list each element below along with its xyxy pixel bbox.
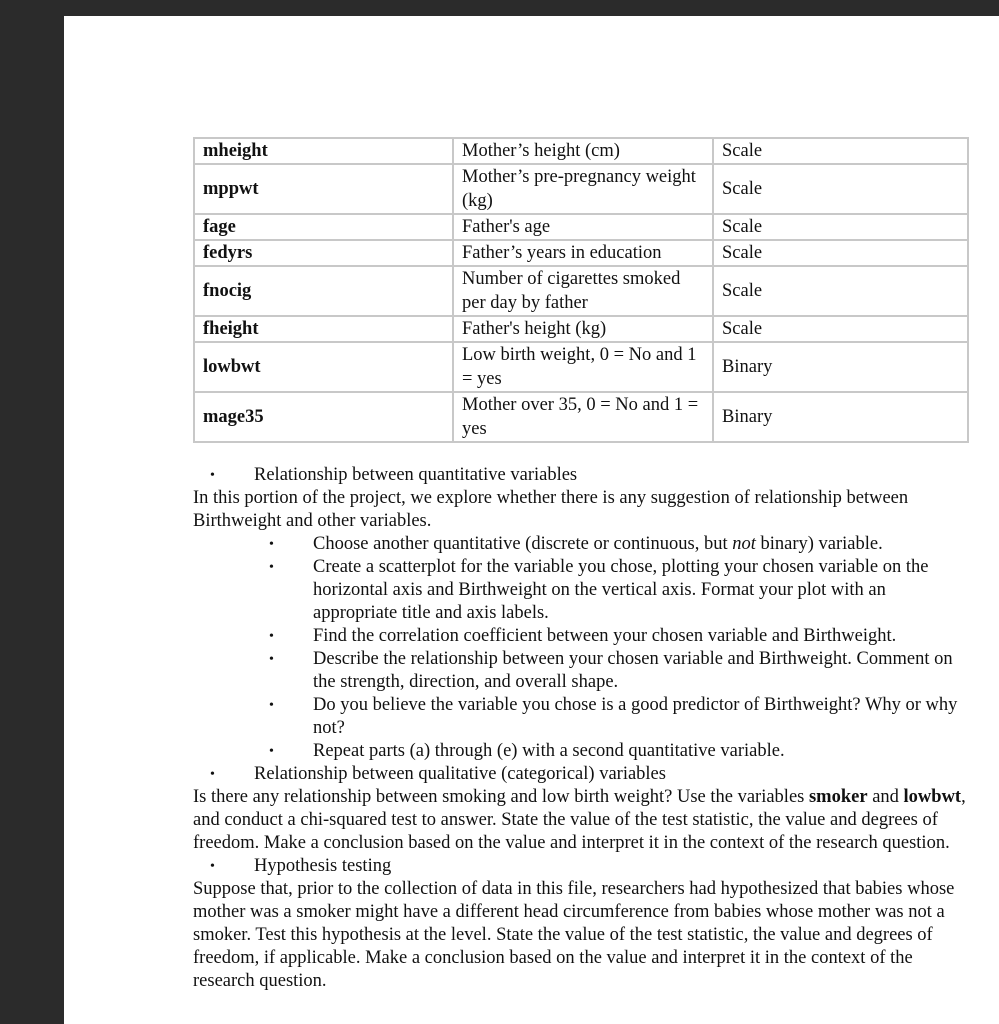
table-row	[194, 316, 968, 342]
variable-type: Binary	[713, 392, 968, 442]
variable-name: mheight	[194, 138, 453, 164]
variable-description: Mother over 35, 0 = No and 1 = yes	[453, 392, 713, 442]
paragraph: Is there any relationship between smoking and low birth weight? Use the variables smoker and lowbwt, and conduct a chi-squared test to answer. State the value of the test statistic, the value and degrees of freedom. Make a conclusion based on the value and interpret it in the context of the research question.	[193, 787, 966, 853]
variable-description: Low birth weight, 0 = No and 1 = yes	[453, 342, 713, 392]
variable-name: mppwt	[194, 164, 453, 214]
variable-description: Father’s years in education	[453, 240, 713, 266]
bullet-icon: •	[269, 629, 274, 644]
table-row	[194, 138, 968, 164]
variable-name: mage35	[194, 392, 453, 442]
bullet-icon: •	[210, 767, 215, 782]
instructions-text	[193, 464, 973, 993]
table-row	[194, 392, 968, 442]
variable-type: Scale	[713, 266, 968, 316]
list-item: • Find the correlation coefficient between your chosen variable and Birthweight.	[269, 626, 897, 646]
variable-type: Scale	[713, 214, 968, 240]
variable-type: Scale	[713, 240, 968, 266]
list-item: • Choose another quantitative (discrete or continuous, but not binary) variable.	[269, 534, 883, 554]
bullet-icon: •	[269, 537, 274, 552]
table-row	[194, 240, 968, 266]
bullet-icon: •	[269, 652, 274, 667]
paragraph: Suppose that, prior to the collection of data in this file, researchers had hypothesized that babies whose mother was a smoker might have a different head circumference from babies whose mother was not a smoker. Test this hypothesis at the level. State the value of the test statistic, the value and degrees of freedom, if applicable. Make a conclusion based on the value and interpret it in the context of the research question.	[193, 879, 955, 991]
variable-type: Binary	[713, 342, 968, 392]
bullet-icon: •	[269, 744, 274, 759]
variable-type: Scale	[713, 164, 968, 214]
section-heading: • Relationship between quantitative variables	[210, 465, 578, 485]
variable-name: fheight	[194, 316, 453, 342]
list-item: • Create a scatterplot for the variable you chose, plotting your chosen variable on the horizontal axis and Birthweight on the vertical axis. Format your plot with an appropriate title and axis labels.	[269, 557, 929, 623]
paragraph: In this portion of the project, we explore whether there is any suggestion of relationship between Birthweight and other variables.	[193, 488, 909, 531]
variable-name: fnocig	[194, 266, 453, 316]
list-item: • Do you believe the variable you chose is a good predictor of Birthweight? Why or why not?	[269, 695, 958, 738]
list-item: • Repeat parts (a) through (e) with a second quantitative variable.	[269, 741, 785, 761]
variable-description: Number of cigarettes smoked per day by father	[453, 266, 713, 316]
variable-description: Mother’s pre-pregnancy weight (kg)	[453, 164, 713, 214]
table-row	[194, 342, 968, 392]
bullet-icon: •	[269, 698, 274, 713]
section-heading: • Hypothesis testing	[210, 856, 392, 876]
list-item: • Describe the relationship between your chosen variable and Birthweight. Comment on the strength, direction, and overall shape.	[269, 649, 953, 692]
table-row	[194, 214, 968, 240]
table-row	[194, 266, 968, 316]
variable-description: Mother’s height (cm)	[453, 138, 713, 164]
bullet-icon: •	[210, 468, 215, 483]
bullet-icon: •	[269, 560, 274, 575]
variable-name: fage	[194, 214, 453, 240]
table-row	[194, 164, 968, 214]
variable-type: Scale	[713, 138, 968, 164]
variables-table	[193, 137, 969, 443]
variable-name: lowbwt	[194, 342, 453, 392]
section-heading: • Relationship between qualitative (categorical) variables	[210, 764, 666, 784]
variable-type: Scale	[713, 316, 968, 342]
variable-name: fedyrs	[194, 240, 453, 266]
bullet-icon: •	[210, 859, 215, 874]
variable-description: Father's height (kg)	[453, 316, 713, 342]
variable-description: Father's age	[453, 214, 713, 240]
